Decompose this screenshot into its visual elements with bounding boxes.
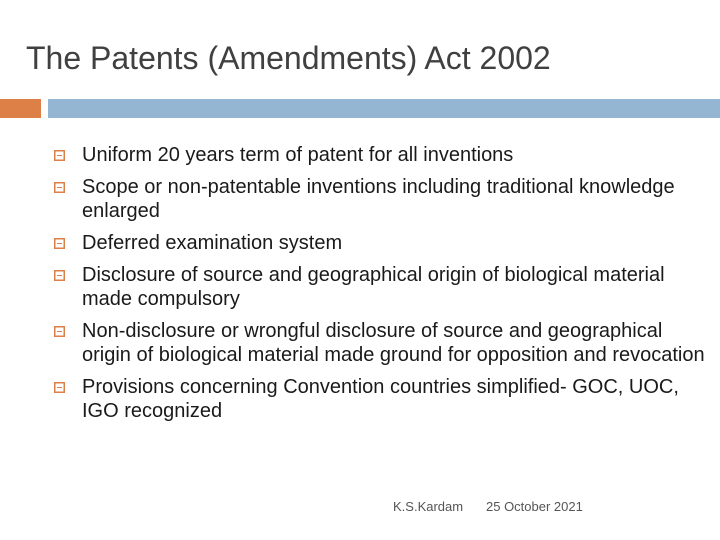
- accent-bar-blue: [48, 99, 720, 118]
- bullet-text: Provisions concerning Convention countries simplified- GOC, UOC, IGO recognized: [82, 376, 679, 422]
- hollow-square-icon: [54, 182, 65, 193]
- bullet-text: Scope or non-patentable inventions including traditional knowledge enlarged: [82, 176, 675, 222]
- list-item: [0, 175, 720, 223]
- bullet-list: [0, 143, 720, 431]
- list-item: [0, 263, 720, 311]
- hollow-square-icon: [54, 382, 65, 393]
- list-item: [0, 231, 720, 255]
- footer-date: 25 October 2021: [486, 499, 583, 514]
- footer-author: K.S.Kardam: [393, 499, 464, 514]
- list-item: [0, 319, 720, 367]
- bullet-text: Uniform 20 years term of patent for all inventions: [82, 144, 514, 166]
- slide-title: The Patents (Amendments) Act 2002: [26, 40, 551, 76]
- hollow-square-icon: [54, 238, 65, 249]
- bullet-text: Disclosure of source and geographical origin of biological material made compulsory: [82, 264, 665, 310]
- bullet-text: Deferred examination system: [82, 232, 343, 254]
- accent-bar-orange: [0, 99, 41, 118]
- list-item: [0, 375, 720, 423]
- list-item: [0, 143, 720, 167]
- hollow-square-icon: [54, 270, 65, 281]
- hollow-square-icon: [54, 150, 65, 161]
- hollow-square-icon: [54, 326, 65, 337]
- bullet-text: Non-disclosure or wrongful disclosure of source and geographical origin of biological material made ground for opposition and revocation: [82, 320, 705, 366]
